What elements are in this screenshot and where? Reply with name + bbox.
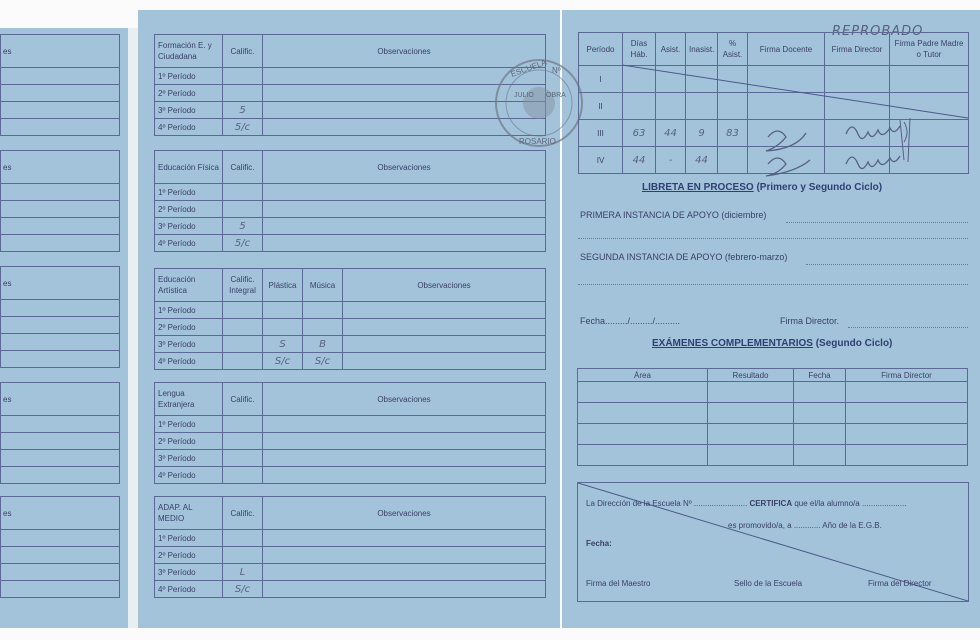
period-label: 2º Período: [155, 85, 223, 102]
grade-table-2: [154, 268, 546, 370]
grade-cell: [223, 184, 263, 201]
period-label: 4º Período: [155, 467, 223, 484]
att-r4-inasist: 44: [686, 147, 718, 174]
school-stamp: [494, 55, 584, 155]
left-stub-label: es: [1, 35, 120, 68]
left-stub-label: es: [1, 267, 120, 300]
ex-h-area: Área: [578, 369, 708, 382]
calific-header: Calific.: [223, 383, 263, 416]
grade-cell: [223, 547, 263, 564]
calific-header: Calific.: [223, 497, 263, 530]
grade-cell: [223, 416, 263, 433]
grade-cell: [223, 68, 263, 85]
certificado-box: [577, 482, 969, 602]
grade-table-1: [154, 150, 546, 252]
page-fold: [128, 28, 138, 628]
grade-cell: 5: [223, 218, 263, 235]
plastica-grade: S: [263, 336, 303, 353]
plastica-grade: [263, 319, 303, 336]
att-h-tutor: Firma Padre Madre o Tutor: [890, 33, 969, 66]
grade-table-0: [154, 34, 546, 136]
period-label: 1º Período: [155, 68, 223, 85]
period-label: 3º Período: [155, 336, 223, 353]
left-stub-table: [0, 266, 120, 368]
observaciones-header: Observaciones: [343, 269, 546, 302]
grade-cell: [223, 530, 263, 547]
left-stub-table: [0, 34, 120, 136]
section-title: ADAP. AL MEDIO: [155, 497, 223, 530]
musica-header: Música: [303, 269, 343, 302]
observaciones-header: Observaciones: [263, 35, 546, 68]
cert-line2: es promovido/a, a ............ Año de la E.G.B.: [728, 521, 882, 530]
att-r3-asist: 44: [656, 120, 686, 147]
grade-cell: [223, 433, 263, 450]
left-stub-label: es: [1, 497, 120, 530]
musica-grade: [303, 319, 343, 336]
att-r4-asist: -: [656, 147, 686, 174]
grade-cell: S/c: [223, 581, 263, 598]
primera-instancia: PRIMERA INSTANCIA DE APOYO (diciembre): [580, 210, 767, 220]
att-r3-pct: 83: [718, 120, 748, 147]
period-label: 1º Período: [155, 302, 223, 319]
att-h-inasist: Inasist.: [686, 33, 718, 66]
ex-h-fecha: Fecha: [794, 369, 846, 382]
grade-cell: L: [223, 564, 263, 581]
musica-grade: S/c: [303, 353, 343, 370]
att-h-pct: % Asist.: [718, 33, 748, 66]
period-label: 3º Período: [155, 450, 223, 467]
ex-h-firma: Firma Director: [846, 369, 968, 382]
grade-cell: [223, 467, 263, 484]
cert-certifica: CERTIFICA: [749, 499, 793, 508]
musica-grade: [303, 302, 343, 319]
att-r3-period: III: [579, 120, 623, 147]
fecha-line: Fecha........./........./..........: [580, 316, 681, 326]
ex-h-resultado: Resultado: [708, 369, 794, 382]
period-label: 2º Período: [155, 319, 223, 336]
cert-line1: La Dirección de la Escuela Nº ........................ CERTIFICA que el/la alumno/a ....................: [586, 499, 907, 508]
stamp-text-1: ESCUELA: [509, 57, 548, 79]
stamp-text-5: ROSARIO: [519, 137, 556, 146]
att-r2-period: II: [579, 93, 623, 120]
section-title: Educación Artística: [155, 269, 223, 302]
period-label: 4º Período: [155, 235, 223, 252]
grade-table-3: [154, 382, 546, 484]
libreta-title: [642, 182, 882, 193]
plastica-grade: S/c: [263, 353, 303, 370]
period-label: 2º Período: [155, 201, 223, 218]
left-stub-table: [0, 382, 120, 484]
observaciones-header: Observaciones: [263, 383, 546, 416]
cert-line1-a: La Dirección de la Escuela Nº: [586, 499, 692, 508]
grade-table-4: [154, 496, 546, 598]
observaciones-header: Observaciones: [263, 497, 546, 530]
cert-sign-director: Firma del Director: [868, 579, 932, 588]
grade-cell: [223, 450, 263, 467]
att-h-asist: Asist.: [656, 33, 686, 66]
plastica-grade: [263, 302, 303, 319]
period-label: 2º Período: [155, 433, 223, 450]
att-r1-period: I: [579, 66, 623, 93]
plastica-header: Plástica: [263, 269, 303, 302]
left-stub-label: es: [1, 151, 120, 184]
cert-line1-c: que el/la alumno/a: [794, 499, 860, 508]
period-label: 3º Período: [155, 564, 223, 581]
period-label: 1º Período: [155, 184, 223, 201]
stamp-text-3: JULIO: [514, 92, 534, 99]
period-label: 4º Período: [155, 119, 223, 136]
calific-header: Calific.: [223, 35, 263, 68]
grade-cell: 5: [223, 102, 263, 119]
examenes-subtitle: (Segundo Ciclo): [815, 338, 893, 349]
cert-fecha: Fecha:: [586, 539, 612, 548]
att-h-periodo: Período: [579, 33, 623, 66]
grade-cell: 5/c: [223, 235, 263, 252]
period-label: 2º Período: [155, 547, 223, 564]
att-h-dias: Días Háb.: [623, 33, 656, 66]
firma-director-line: Firma Director.: [780, 316, 840, 326]
period-label: 1º Período: [155, 416, 223, 433]
left-stub-table: [0, 150, 120, 252]
grade-cell: [223, 201, 263, 218]
att-r3-dias: 63: [623, 120, 656, 147]
cert-sign-maestro: Firma del Maestro: [586, 579, 651, 588]
att-r3-inasist: 9: [686, 120, 718, 147]
stamp-text-4: OBRA: [546, 92, 566, 99]
observaciones-header: Observaciones: [263, 151, 546, 184]
grade-cell: [223, 85, 263, 102]
reprobado-mark: REPROBADO: [832, 24, 924, 39]
stamp-text-2: Nº: [552, 66, 561, 75]
cert-sign-sello: Sello de la Escuela: [734, 579, 803, 588]
left-stub-table: [0, 496, 120, 598]
section-title: Formación E. y Ciudadana: [155, 35, 223, 68]
left-stub-label: es: [1, 383, 120, 416]
grade-cell: 5/c: [223, 119, 263, 136]
period-label: 4º Período: [155, 581, 223, 598]
calific-header: Calific.: [223, 151, 263, 184]
section-title: Lengua Extranjera: [155, 383, 223, 416]
period-label: 3º Período: [155, 102, 223, 119]
section-title: Educación Física: [155, 151, 223, 184]
att-r4-period: IV: [579, 147, 623, 174]
musica-grade: B: [303, 336, 343, 353]
period-label: 4º Período: [155, 353, 223, 370]
att-h-docente: Firma Docente: [748, 33, 825, 66]
examenes-title: [652, 338, 892, 349]
libreta-subtitle: (Primero y Segundo Ciclo): [756, 182, 883, 193]
calific-integral-header: Calific. Integral: [223, 269, 263, 302]
att-r4-dias: 44: [623, 147, 656, 174]
segunda-instancia: SEGUNDA INSTANCIA DE APOYO (febrero-marzo): [580, 252, 788, 262]
period-label: 1º Período: [155, 530, 223, 547]
att-h-director: Firma Director: [825, 33, 890, 66]
attendance-signatures: [578, 32, 968, 182]
examenes-title-main: EXÁMENES COMPLEMENTARIOS: [652, 338, 813, 349]
period-label: 3º Período: [155, 218, 223, 235]
libreta-title-main: LIBRETA EN PROCESO: [642, 182, 754, 193]
examenes-table: [577, 368, 968, 466]
